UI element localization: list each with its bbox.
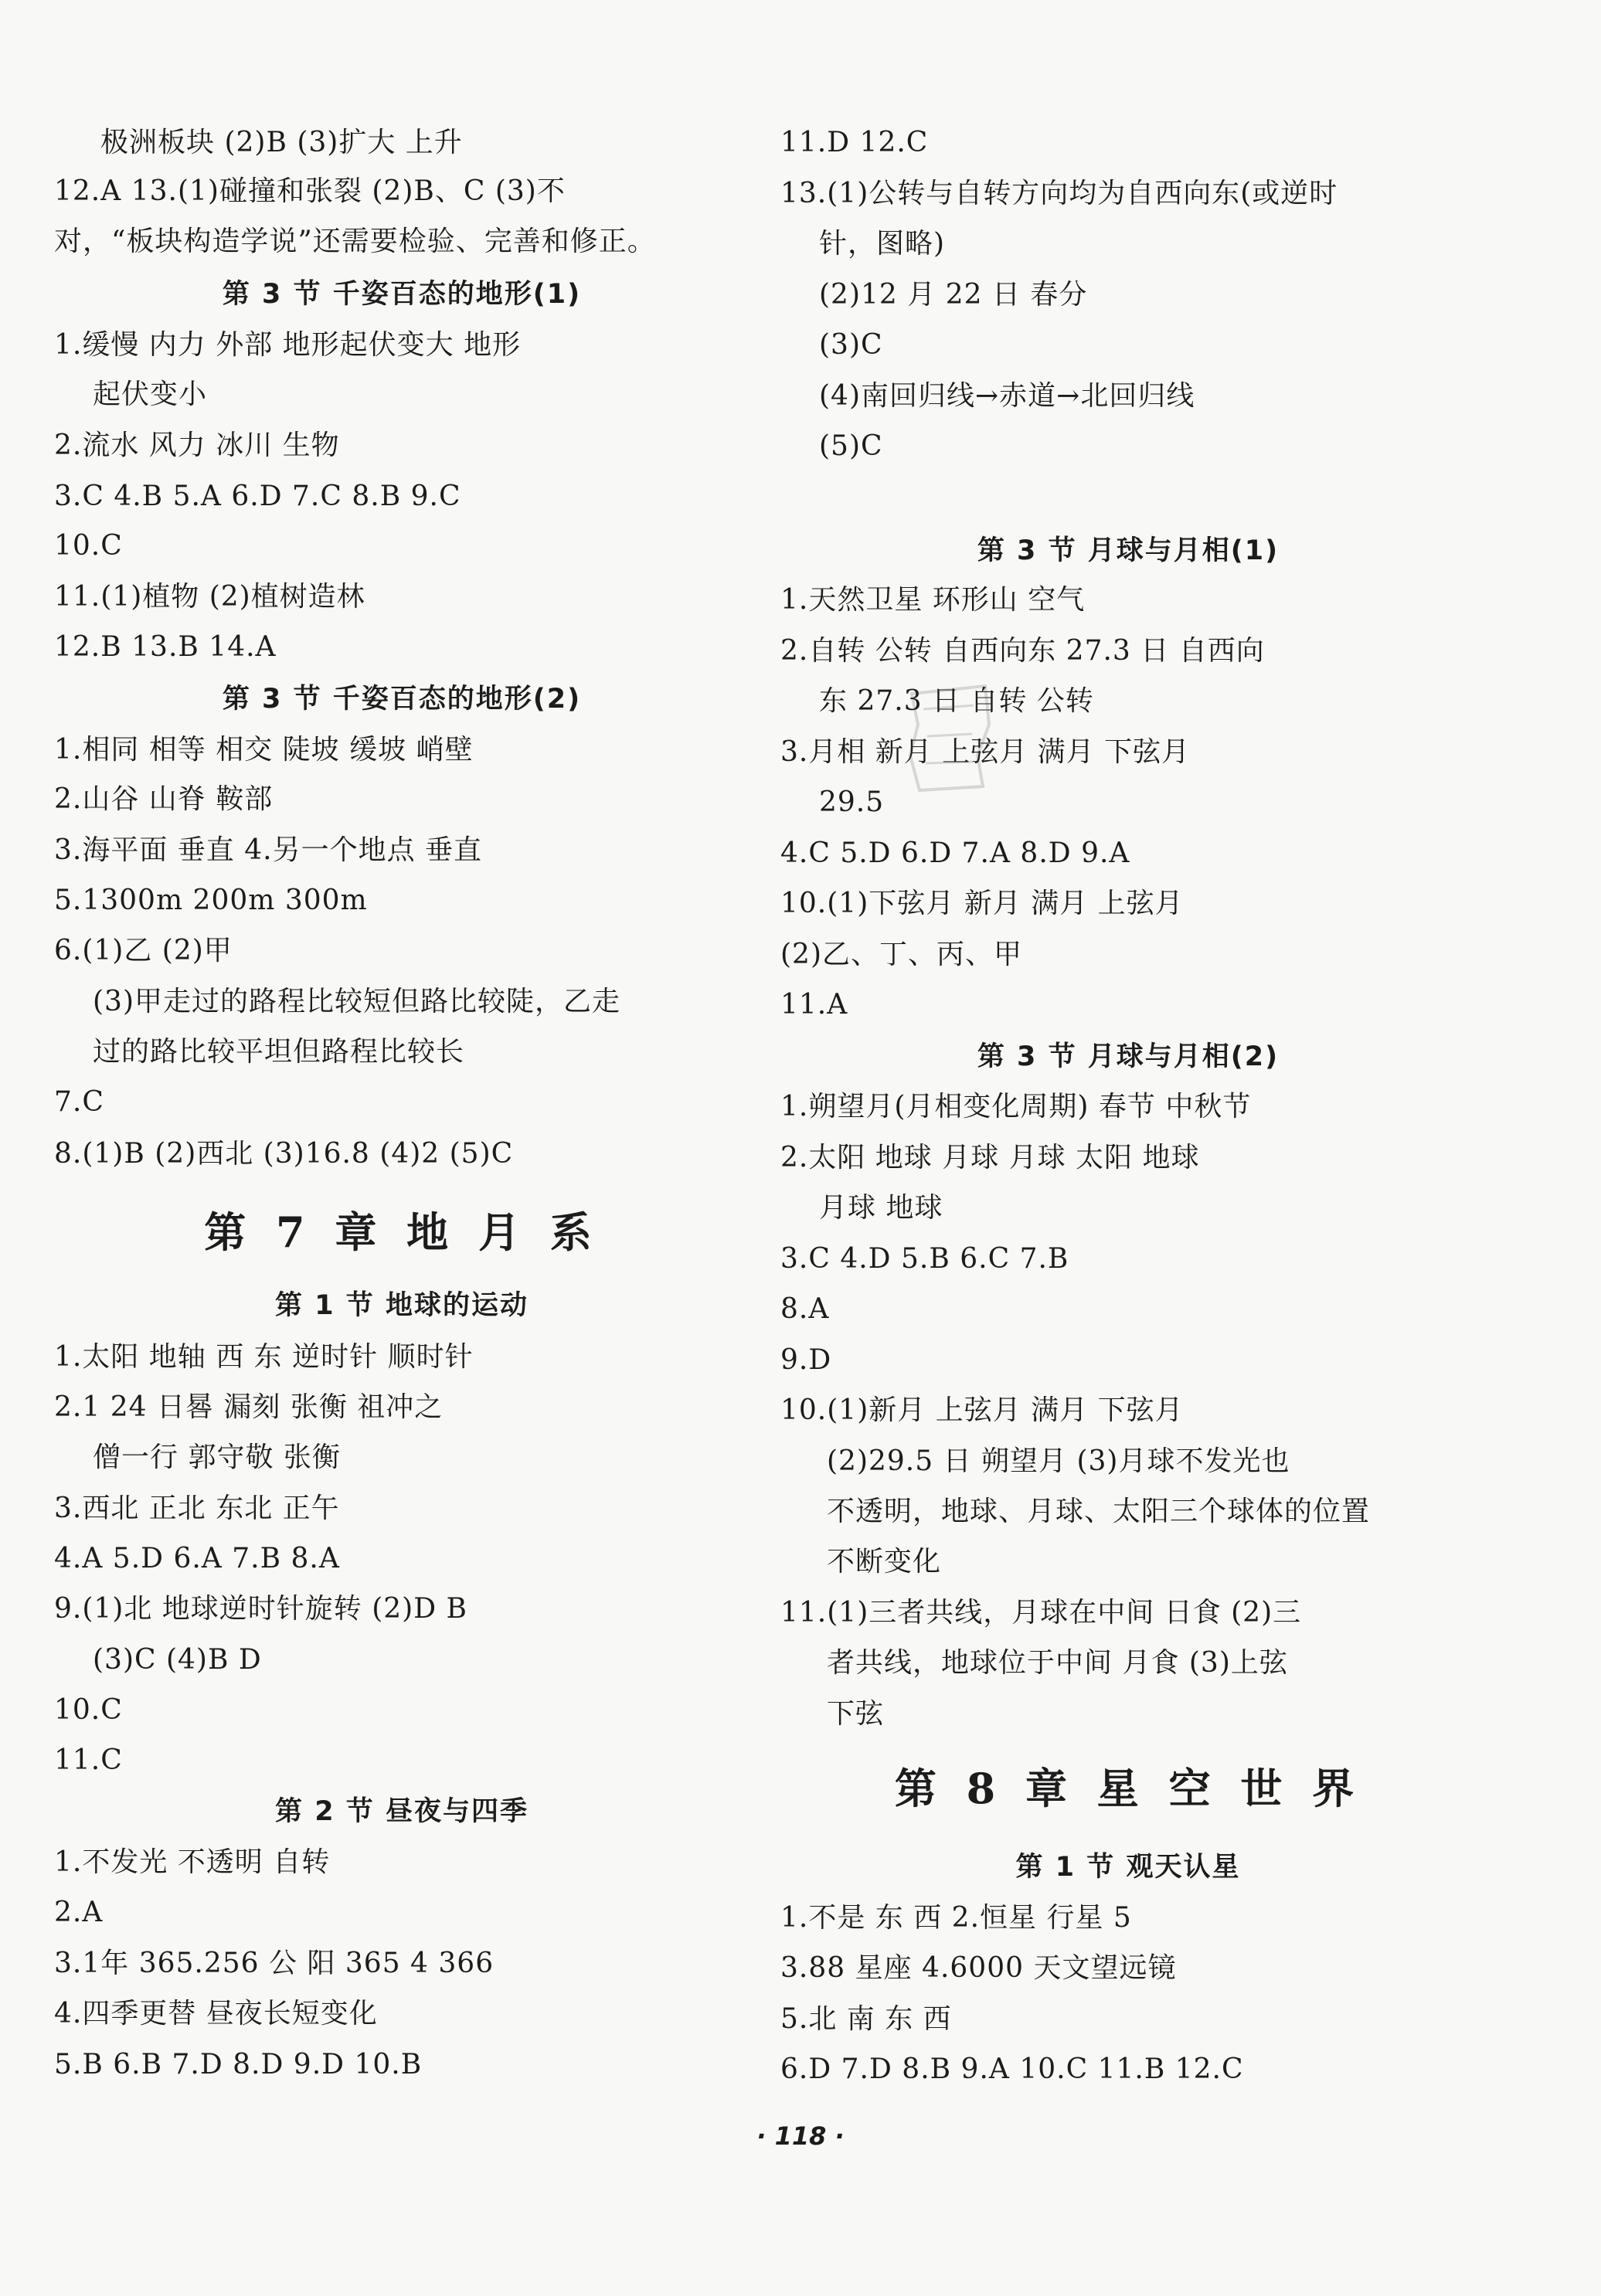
answer-line: 2.自转 公转 自西向东 27.3 日 自西向 (780, 635, 1265, 667)
answer-line: 1.相同 相等 相交 陡坡 缓坡 峭壁 (54, 734, 474, 766)
page-number: · 118 · (756, 2121, 845, 2151)
answer-line: 3.月相 新月 上弦月 满月 下弦月 (780, 736, 1191, 768)
answer-line: 10.C (54, 530, 123, 562)
answer-line: 11.A (780, 989, 848, 1021)
answer-line: 8.A (780, 1293, 830, 1325)
answer-line: 7.C (54, 1086, 104, 1118)
answer-line: 5.1300m 200m 300m (54, 885, 368, 916)
answer-line: 不透明，地球、月球、太阳三个球体的位置 (827, 1496, 1371, 1527)
answer-line: 极洲板块 (2)B (3)扩大 上升 (100, 127, 463, 158)
answer-line: 僧一行 郭守敬 张衡 (93, 1442, 341, 1473)
answer-line: 6.D 7.D 8.B 9.A 10.C 11.B 12.C (780, 2053, 1244, 2085)
answer-line: 3.C 4.D 5.B 6.C 7.B (780, 1243, 1069, 1275)
answer-line: 1.不是 东 西 2.恒星 行星 5 (780, 1902, 1132, 1934)
answer-line: 2.山谷 山脊 鞍部 (54, 783, 274, 815)
answer-line: 者共线，地球位于中间 月食 (3)上弦 (827, 1647, 1288, 1679)
answer-line: 月球 地球 (819, 1192, 943, 1224)
answer-line: 下弦 (827, 1698, 885, 1730)
answer-line: 9.(1)北 地球逆时针旋转 (2)D B (54, 1593, 467, 1625)
answer-line: 起伏变小 (93, 379, 208, 410)
answer-line: 4.A 5.D 6.A 7.B 8.A (54, 1543, 340, 1574)
answer-line: 2.A (54, 1897, 104, 1928)
answer-line: (3)甲走过的路程比较短但路比较陡，乙走 (93, 986, 620, 1017)
answer-line: 东 27.3 日 自转 公转 (819, 685, 1094, 717)
answer-line: 5.B 6.B 7.D 8.D 9.D 10.B (54, 2049, 423, 2080)
answer-line: 对，“板块构造学说”还需要检验、完善和修正。 (54, 226, 656, 257)
answer-line: (2)29.5 日 朔望月 (3)月球不发光也 (827, 1445, 1290, 1477)
answer-line: 12.B 13.B 14.A (54, 631, 277, 663)
answer-line: 2.1 24 日晷 漏刻 张衡 祖冲之 (54, 1391, 444, 1423)
answer-line: 10.(1)下弦月 新月 满月 上弦月 (780, 888, 1184, 919)
answer-line: 3.西北 正北 东北 正午 (54, 1493, 340, 1524)
answer-line: 2.流水 风力 冰川 生物 (54, 430, 340, 461)
answer-line: 4.C 5.D 6.D 7.A 8.D 9.A (780, 837, 1130, 869)
answer-line: 29.5 (819, 786, 885, 818)
answer-line: 11.D 12.C (780, 127, 929, 158)
answer-line: 1.天然卫星 环形山 空气 (780, 584, 1086, 616)
section-heading: 第 3 节 月球与月相(2) (977, 1041, 1280, 1072)
answer-line: 1.太阳 地轴 西 东 逆时针 顺时针 (54, 1341, 474, 1373)
answer-line: (3)C (819, 329, 883, 361)
chapter-title: 第 8 章 星 空 世 界 (894, 1764, 1362, 1813)
answer-line: 3.1年 365.256 公 阳 365 4 366 (54, 1948, 495, 1979)
watermark-stamp-icon (896, 678, 1001, 794)
answer-line: 3.88 星座 4.6000 天文望远镜 (780, 1952, 1177, 1984)
section-heading: 第 3 节 月球与月相(1) (977, 535, 1280, 566)
answer-line: (3)C (4)B D (93, 1644, 262, 1676)
answer-line: 10.C (54, 1694, 123, 1726)
answer-line: 1.不发光 不透明 自转 (54, 1846, 331, 1878)
answer-line: 13.(1)公转与自转方向均为自西向东(或逆时 (780, 178, 1338, 209)
answer-line: (2)乙、丁、丙、甲 (780, 939, 1022, 970)
section-heading: 第 1 节 地球的运动 (275, 1290, 529, 1321)
answer-line: 11.(1)植物 (2)植树造林 (54, 581, 365, 613)
answer-line: 11.(1)三者共线，月球在中间 日食 (2)三 (780, 1597, 1302, 1629)
answer-line: 1.缓慢 内力 外部 地形起伏变大 地形 (54, 329, 522, 361)
answer-line: (5)C (819, 430, 883, 462)
chapter-title: 第 7 章 地 月 系 (204, 1207, 600, 1257)
section-heading: 第 1 节 观天认星 (1015, 1852, 1241, 1883)
answer-line: 12.A 13.(1)碰撞和张裂 (2)B、C (3)不 (54, 175, 566, 207)
answer-line: 6.(1)乙 (2)甲 (54, 935, 233, 966)
answer-line: 10.(1)新月 上弦月 满月 下弦月 (780, 1394, 1184, 1426)
answer-line: 4.四季更替 昼夜长短变化 (54, 1998, 378, 2029)
answer-line: 3.C 4.B 5.A 6.D 7.C 8.B 9.C (54, 481, 461, 512)
answer-line: 5.北 南 东 西 (780, 2003, 952, 2035)
answer-line: 针，图略) (819, 228, 946, 260)
answer-line: 3.海平面 垂直 4.另一个地点 垂直 (54, 834, 483, 866)
answer-line: 2.太阳 地球 月球 月球 太阳 地球 (780, 1142, 1200, 1173)
section-heading: 第 3 节 千姿百态的地形(2) (222, 684, 582, 715)
answer-line: 8.(1)B (2)西北 (3)16.8 (4)2 (5)C (54, 1138, 514, 1170)
answer-line: (4)南回归线→赤道→北回归线 (819, 380, 1195, 412)
section-heading: 第 3 节 千姿百态的地形(1) (222, 279, 582, 310)
section-heading: 第 2 节 昼夜与四季 (275, 1796, 529, 1827)
answer-line: 不断变化 (827, 1546, 942, 1578)
answer-line: 9.D (780, 1344, 832, 1376)
answer-line: 过的路比较平坦但路程比较长 (93, 1036, 465, 1068)
answer-line: (2)12 月 22 日 春分 (819, 279, 1088, 311)
answer-line: 11.C (54, 1744, 123, 1776)
answer-line: 1.朔望月(月相变化周期) 春节 中秋节 (780, 1091, 1252, 1123)
